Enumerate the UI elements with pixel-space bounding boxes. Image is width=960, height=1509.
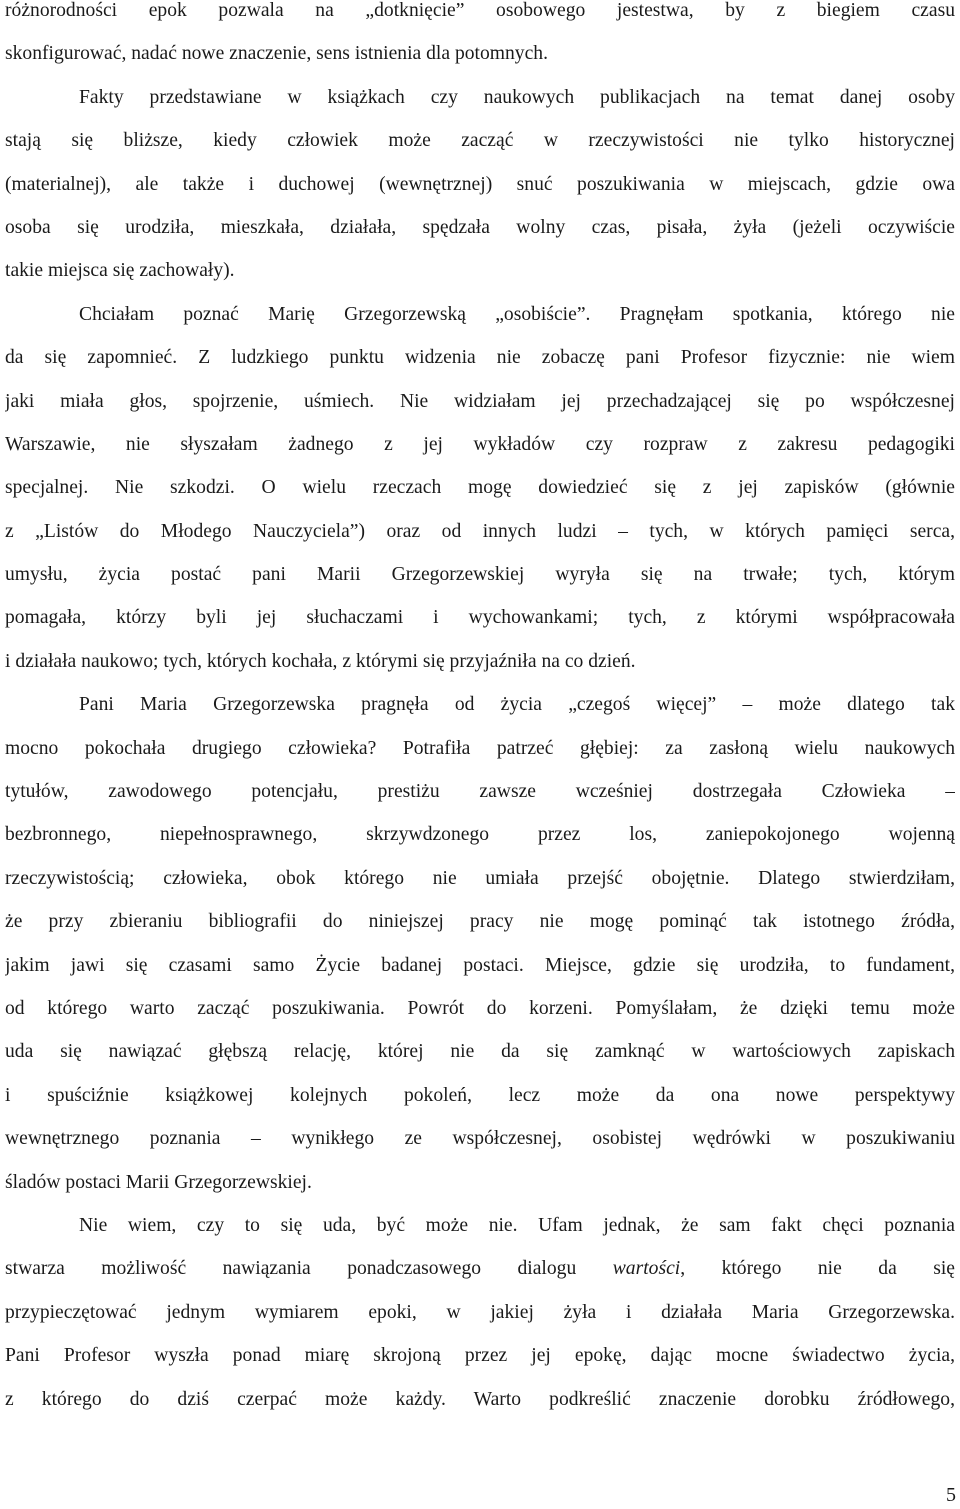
paragraph-first-line: Nie wiem, czy to się uda, być może nie. Ufam jednak, że sam fakt chęci poznania bbox=[79, 1214, 955, 1236]
text-line: śladów postaci Marii Grzegorzewskiej. bbox=[5, 1171, 312, 1193]
text-line: pomagała, którzy byli jej słuchaczami i wychowankami; tych, z którymi współpracowała bbox=[5, 607, 955, 629]
text-line: da się zapomnieć. Z ludzkiego punktu widzenia nie zobaczę pani Profesor fizycznie: nie wiem bbox=[5, 347, 955, 369]
text-line: z którego do dziś czerpać może każdy. Warto podkreślić znaczenie dorobku źródłowego, bbox=[5, 1388, 955, 1410]
text-line: różnorodności epok pozwala na „dotknięcie” osobowego jestestwa, by z biegiem czasu bbox=[5, 0, 955, 21]
text-line: mocno pokochała drugiego człowieka? Potrafiła patrzeć głębiej: za zasłoną wielu naukowych bbox=[5, 737, 955, 759]
text-line: tytułów, zawodowego potencjału, prestiżu zawsze wcześniej dostrzegała Człowieka – bbox=[5, 781, 955, 803]
text-line: takie miejsca się zachowały). bbox=[5, 260, 235, 282]
text-line: umysłu, życia postać pani Marii Grzegorzewskiej wyryła się na trwałe; tych, którym bbox=[5, 564, 955, 586]
text-line: od którego warto zacząć poszukiwania. Powrót do korzeni. Pomyślałam, że dzięki temu może bbox=[5, 997, 955, 1019]
text-line: uda się nawiązać głębszą relację, której nie da się zamknąć w wartościowych zapiskach bbox=[5, 1041, 955, 1063]
text-line: przypieczętować jednym wymiarem epoki, w jakiej żyła i działała Maria Grzegorzewska. bbox=[5, 1301, 955, 1323]
text-line: stwarza możliwość nawiązania ponadczasowego dialogu wartości, którego nie da się bbox=[5, 1258, 955, 1280]
paragraph-first-line: Fakty przedstawiane w książkach czy naukowych publikacjach na temat danej osoby bbox=[79, 86, 955, 108]
document-page bbox=[5, 0, 955, 1421]
page-number: 5 bbox=[946, 1484, 956, 1506]
paragraph-first-line: Pani Maria Grzegorzewska pragnęła od życia „czegoś więcej” – może dlatego tak bbox=[79, 694, 955, 716]
text-line: z „Listów do Młodego Nauczyciela”) oraz od innych ludzi – tych, w których pamięci serca, bbox=[5, 520, 955, 542]
emphasized-word: wartości bbox=[612, 1258, 681, 1280]
text-line: Warszawie, nie słyszałam żadnego z jej wykładów czy rozpraw z zakresu pedagogiki bbox=[5, 433, 955, 455]
text-line: i działała naukowo; tych, których kochała, z którymi się przyjaźniła na co dzień. bbox=[5, 650, 636, 672]
text-line: wewnętrznego poznania – wynikłego ze współczesnej, osobistej wędrówki w poszukiwaniu bbox=[5, 1128, 955, 1150]
text-line: jaki miała głos, spojrzenie, uśmiech. Nie widziałam jej przechadzającej się po współczesnej bbox=[5, 390, 955, 412]
text-line: Pani Profesor wyszła ponad miarę skrojoną przez jej epokę, dając mocne świadectwo życia, bbox=[5, 1345, 955, 1367]
text-line: skonfigurować, nadać nowe znaczenie, sens istnienia dla potomnych. bbox=[5, 43, 548, 65]
text-line: osoba się urodziła, mieszkała, działała, spędzała wolny czas, pisała, żyła (jeżeli oczywiście bbox=[5, 216, 955, 238]
text-line: jakim jawi się czasami samo Życie badanej postaci. Miejsce, gdzie się urodziła, to fundament, bbox=[5, 954, 955, 976]
text-line: że przy zbieraniu bibliografii do niniejszej pracy nie mogę pominąć tak istotnego źródła, bbox=[5, 911, 955, 933]
text-line: bezbronnego, niepełnosprawnego, skrzywdzonego przez los, zaniepokojonego wojenną bbox=[5, 824, 955, 846]
text-line: stają się bliższe, kiedy człowiek może zacząć w rzeczywistości nie tylko historycznej bbox=[5, 130, 955, 152]
text-line: (materialnej), ale także i duchowej (wewnętrznej) snuć poszukiwania w miejscach, gdzie owa bbox=[5, 173, 955, 195]
paragraph-first-line: Chciałam poznać Marię Grzegorzewską „osobiście”. Pragnęłam spotkania, którego nie bbox=[79, 303, 955, 325]
text-line: i spuściźnie książkowej kolejnych pokoleń, lecz może da ona nowe perspektywy bbox=[5, 1084, 955, 1106]
text-line: rzeczywistością; człowieka, obok którego nie umiała przejść obojętnie. Dlatego stwierdziłam, bbox=[5, 867, 955, 889]
text-line: specjalnej. Nie szkodzi. O wielu rzeczach mogę dowiedzieć się z jej zapisków (głównie bbox=[5, 477, 955, 499]
